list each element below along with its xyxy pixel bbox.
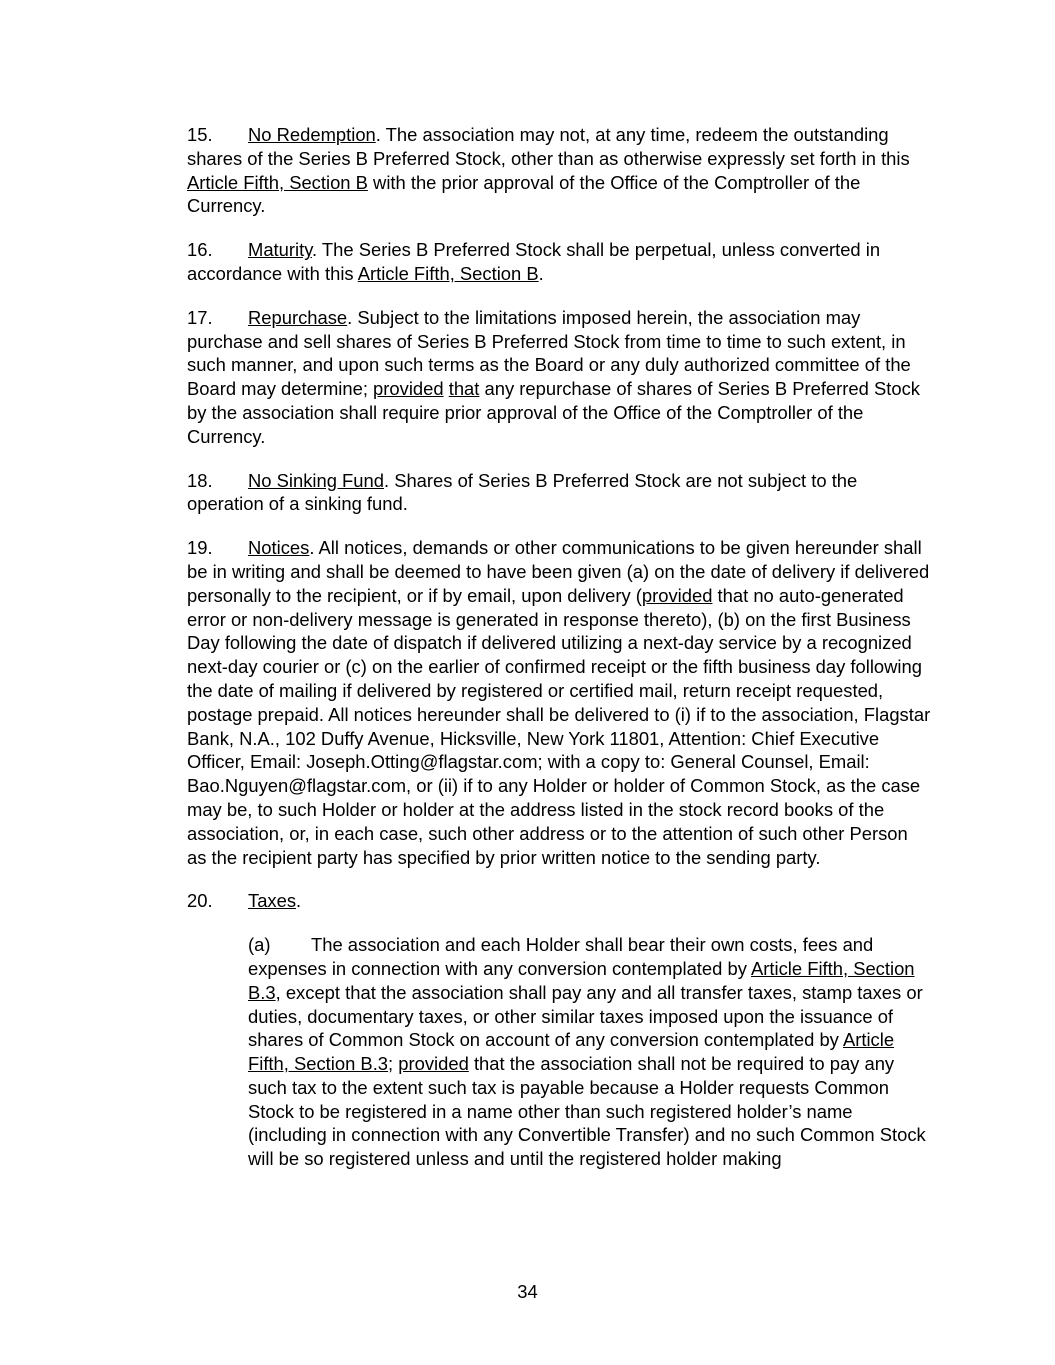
section-number: 16. bbox=[187, 239, 213, 261]
section-16-maturity bbox=[187, 238, 932, 286]
page-number: 34 bbox=[517, 1281, 538, 1302]
section-text: that no auto-generated error or non-delivery message is generated in response thereto), (b) on the first Business Day following the date of dispatch if delivered utilizing a next-day service by a recognized next-day courier or (c) on the earlier of confirmed receipt or the fifth business day following the date of mailing if delivered by registered or certified mail, return receipt requested, postage prepaid. All notices hereunder shall be delivered to (i) if to the association, Flagstar Bank, N.A., 102 Duffy Avenue, Hicksville, New York 11801, Attention: Chief Executive Officer, Email: Joseph.Otting@flagstar.com; with a copy to: General Counsel, Email: Bao.Nguyen@flagstar.com, or (ii) if to any Holder or holder of Common Stock, as the case may be, to such Holder or holder at the address listed in the stock record books of the association, or, in each case, such other address or to the attention of such other Person as the recipient party has specified by prior written notice to the sending party. bbox=[187, 584, 931, 868]
section-text: . Shares of Series B Preferred Stock are not subject to the operation of a sinking fund. bbox=[187, 469, 858, 515]
section-number: 19. bbox=[187, 537, 213, 559]
section-text: . All notices, demands or other communications to be given hereunder shall be in writing and shall be deemed to have been given (a) on the date of delivery if delivered personally to the recipient, or if by email, upon delivery ( bbox=[187, 537, 930, 606]
section-heading: No Redemption bbox=[248, 124, 376, 145]
section-text: that the association shall not be required to pay any such tax to the extent such tax is payable because a Holder requests Common Stock to be registered in a name other than such registered holder’s name (including in connection with any Convertible Transfer) and no such Common Stock will be so registered unless and until the registered holder making bbox=[248, 1053, 926, 1170]
section-text: . bbox=[538, 262, 544, 284]
section-text: . bbox=[296, 890, 302, 912]
section-text: . The Series B Preferred Stock shall be perpetual, unless converted in accordance with this bbox=[187, 239, 881, 284]
section-15-no-redemption bbox=[187, 123, 932, 218]
section-text: with the prior approval of the Office of the Comptroller of the Currency. bbox=[187, 171, 861, 217]
section-heading: Taxes bbox=[248, 890, 297, 912]
cross-reference: Article Fifth, Section B bbox=[187, 171, 368, 193]
section-17-repurchase bbox=[187, 306, 932, 449]
section-20-taxes bbox=[187, 889, 932, 913]
section-text: any repurchase of shares of Series B Preferred Stock by the association shall require prior approval of the Office of the Comptroller of the Currency. bbox=[187, 378, 920, 447]
emphasis-provided: provided bbox=[641, 584, 713, 606]
section-heading: Maturity bbox=[248, 239, 313, 261]
document-body bbox=[187, 123, 932, 1171]
subsection-label: (a) bbox=[248, 934, 271, 956]
section-18-no-sinking-fund bbox=[187, 469, 932, 517]
section-20-subsection-a bbox=[248, 933, 932, 1171]
emphasis-that: that bbox=[448, 378, 480, 400]
section-heading: Repurchase bbox=[248, 306, 348, 328]
section-text: . The association may not, at any time, redeem the outstanding shares of the Series B Preferred Stock, other than as otherwise expressly set forth in this bbox=[187, 124, 910, 169]
emphasis-provided: provided bbox=[398, 1053, 469, 1075]
section-text: The association and each Holder shall bear their own costs, fees and expenses in connection with any conversion contemplated by bbox=[248, 934, 874, 979]
section-number: 18. bbox=[187, 469, 213, 491]
section-number: 20. bbox=[187, 890, 213, 912]
section-text: ; bbox=[388, 1053, 399, 1075]
cross-reference: Article Fifth, Section B bbox=[357, 262, 539, 284]
section-text: , except that the association shall pay any and all transfer taxes, stamp taxes or duties, documentary taxes, or other similar taxes imposed upon the issuance of shares of Common Stock on account of any conversion contemplated by bbox=[248, 981, 923, 1051]
section-19-notices bbox=[187, 536, 932, 869]
emphasis-provided: provided bbox=[373, 378, 444, 400]
cross-reference: Article Fifth, Section B.3 bbox=[248, 957, 915, 1003]
section-number: 15. bbox=[187, 124, 213, 145]
section-heading: Notices bbox=[248, 537, 310, 559]
cross-reference: Article Fifth, Section B.3 bbox=[248, 1029, 895, 1075]
section-text: . Subject to the limitations imposed herein, the association may purchase and sell shares of Series B Preferred Stock from time to time to such extent, in such manner, and upon such terms as the Board or any duly authorized committee of the Board may determine; bbox=[187, 306, 911, 400]
section-heading: No Sinking Fund bbox=[248, 469, 384, 491]
section-number: 17. bbox=[187, 306, 213, 328]
